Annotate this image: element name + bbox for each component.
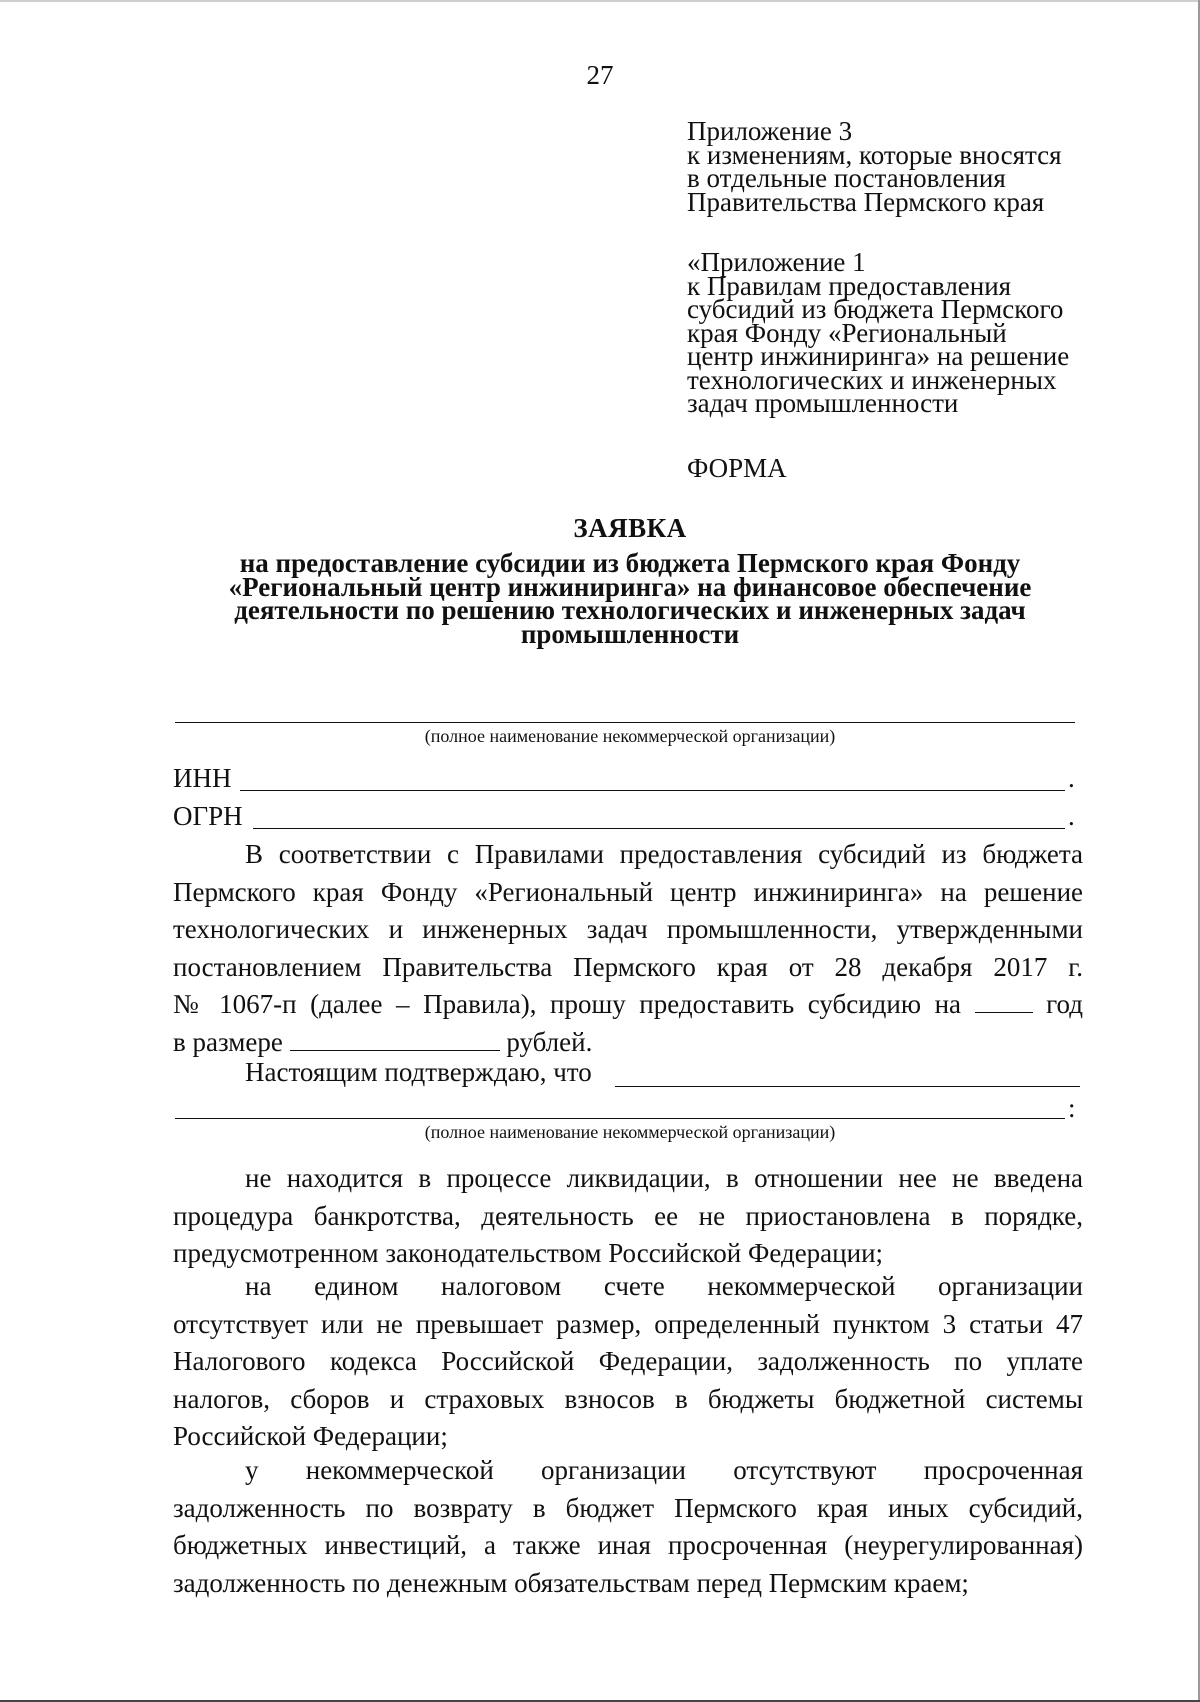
subtitle-line: «Региональный центр инжиниринга» на финансовое обеспечение <box>228 571 1032 602</box>
ogrn-label: ОГРН <box>173 801 243 831</box>
condition-line: задолженность по возврату в бюджет Пермского края иных субсидий, <box>173 1492 1083 1523</box>
appendix-rules-line: задач промышленности <box>687 388 959 418</box>
year-word: год <box>1046 989 1084 1019</box>
subtitle-line: деятельности по решению технологических и инженерных задач <box>234 595 1026 625</box>
document-subtitle <box>175 548 1085 649</box>
condition-line: задолженность по денежным обязательствам перед Пермским краем; <box>173 1567 969 1598</box>
condition-tax-debt <box>173 1268 1083 1456</box>
appendix-rules-line: края Фонду «Региональный <box>687 317 1007 348</box>
appendix-rules-line: к Правилам предоставления <box>687 270 1012 301</box>
page-edge-top <box>0 0 1200 2</box>
document-title: ЗАЯВКА <box>573 513 687 543</box>
subtitle-line: промышленности <box>520 618 740 649</box>
confirm-org-caption: (полное наименование некоммерческой организации) <box>424 1122 836 1142</box>
appendix-rules-header <box>687 247 1157 418</box>
condition-liquidation <box>173 1160 1083 1273</box>
paragraph-line-amount <box>173 1024 1083 1062</box>
appendix-header-line: в отдельные постановления <box>687 163 1006 193</box>
paragraph-line: постановлением Правительства Пермского края от 28 декабря 2017 г. <box>173 951 1083 982</box>
appendix-header-line: к изменениям, которые вносятся <box>687 139 1062 170</box>
condition-line: бюджетных инвестиций, а также иная просроченная (неурегулированная) <box>173 1530 1083 1560</box>
confirm-org-field-1[interactable] <box>615 1086 1080 1087</box>
condition-line: отсутствует или не превышает размер, определенный пунктом 3 статьи 47 <box>173 1308 1083 1339</box>
org-name-caption: (полное наименование некоммерческой организации) <box>424 726 836 746</box>
condition-overdue-debt <box>173 1452 1083 1602</box>
appendix-rules-line: центр инжиниринга» на решение <box>687 341 1070 371</box>
confirm-text: Настоящим подтверждаю, что <box>245 1057 592 1087</box>
confirm-colon: : <box>1068 1093 1076 1123</box>
paragraph-line: технологических и инженерных задач промышленности, утвержденными <box>173 914 1083 944</box>
ogrn-end-mark: . <box>1068 801 1075 831</box>
amount-field[interactable] <box>290 1049 500 1051</box>
form-label: ФОРМА <box>687 453 787 483</box>
condition-line: предусмотренном законодательством Российской Федерации; <box>173 1238 884 1268</box>
paragraph-line-year <box>173 986 1083 1024</box>
year-field[interactable] <box>975 1011 1033 1013</box>
main-paragraph <box>173 836 1083 1061</box>
paragraph-line: В соответствии с Правилами предоставления субсидий из бюджета <box>245 839 1083 869</box>
confirm-org-field-2[interactable] <box>175 1118 1065 1119</box>
condition-line: у некоммерческой организации отсутствуют просроченная <box>245 1455 1083 1485</box>
condition-line: процедура банкротства, деятельность ее не приостановлена в порядке, <box>173 1200 1083 1231</box>
appendix-header-line: Правительства Пермского края <box>687 186 1045 217</box>
org-name-field[interactable] <box>175 722 1075 723</box>
year-request-text: № 1067-п (далее – Правила), прошу предоставить субсидию на <box>173 989 962 1019</box>
amount-currency: рублей. <box>506 1026 593 1057</box>
appendix-rules-line: «Приложение 1 <box>687 247 866 277</box>
condition-line: Налогового кодекса Российской Федерации, задолженность по уплате <box>173 1346 1083 1376</box>
page-number: 27 <box>586 60 614 90</box>
condition-line: не находится в процессе ликвидации, в отношении нее не введена <box>245 1163 1083 1193</box>
appendix-header-line: Приложение 3 <box>687 116 853 146</box>
condition-line: Российской Федерации; <box>173 1421 448 1451</box>
inn-field[interactable] <box>240 790 1065 791</box>
subtitle-line: на предоставление субсидии из бюджета Пермского края Фонду <box>239 548 1021 578</box>
ogrn-field[interactable] <box>253 828 1065 829</box>
paragraph-line: Пермского края Фонду «Региональный центр инжиниринга» на решение <box>173 876 1083 907</box>
inn-end-mark: . <box>1068 763 1075 793</box>
appendix-rules-line: субсидий из бюджета Пермского <box>687 294 1064 324</box>
inn-label: ИНН <box>173 763 232 793</box>
amount-prefix: в размере <box>173 1026 283 1057</box>
appendix-header <box>687 116 1157 217</box>
appendix-rules-line: технологических и инженерных <box>687 364 1057 395</box>
condition-line: налогов, сборов и страховых взносов в бюджеты бюджетной системы <box>173 1383 1083 1414</box>
condition-line: на едином налоговом счете некоммерческой организации <box>245 1271 1083 1301</box>
